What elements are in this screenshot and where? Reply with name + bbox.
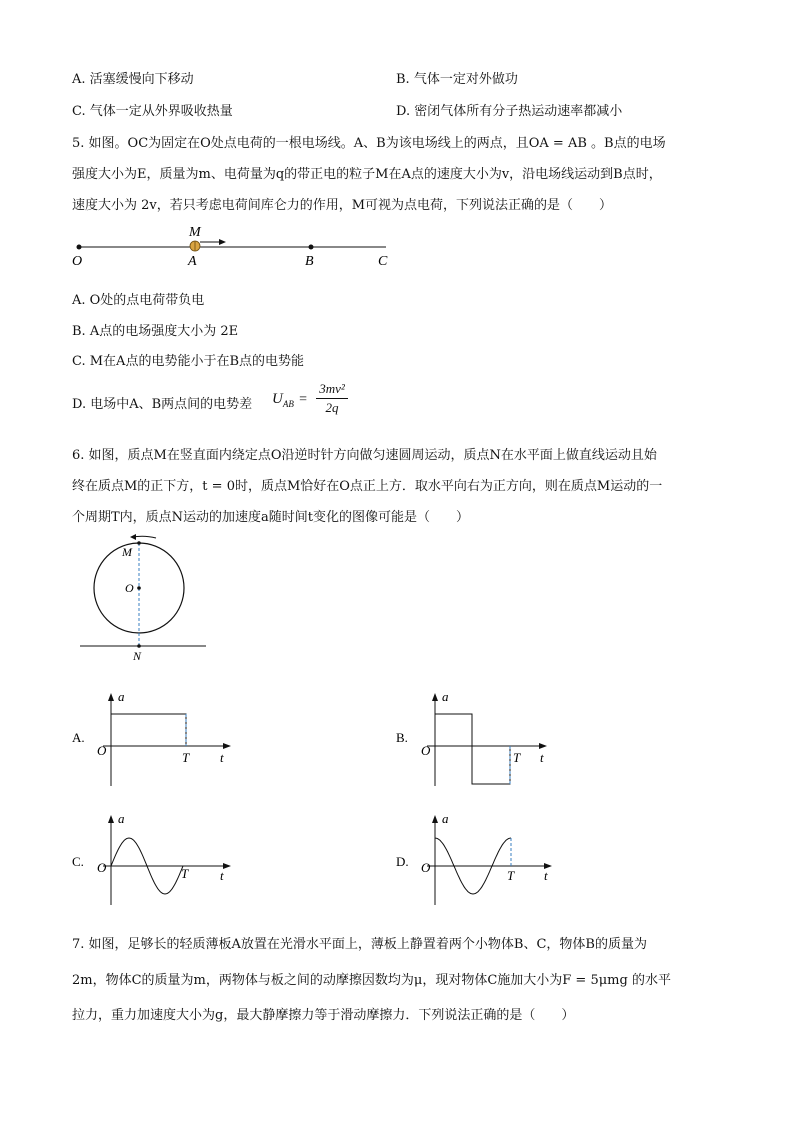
svg-text:T: T (513, 750, 521, 765)
q7-stem-line-3: 拉力，重力加速度大小为g，最大静摩擦力等于滑动摩擦力．下列说法正确的是（ ） (72, 1008, 575, 1023)
label-A: A (188, 254, 197, 269)
svg-text:O: O (97, 743, 107, 758)
formula-sub: AB (282, 399, 294, 409)
q4-option-b: B. 气体一定对外做功 (396, 72, 518, 87)
q5-option-d-text: D. 电场中A、B两点间的电势差 (72, 397, 253, 412)
svg-text:a: a (442, 811, 449, 826)
q6-stem-line-3: 个周期T内，质点N运动的加速度a随时间t变化的图像可能是（ ） (72, 510, 470, 525)
svg-text:O: O (421, 860, 431, 875)
graph-d-option: D. (396, 854, 409, 869)
q5-option-a: A. O处的点电荷带负电 (72, 293, 205, 308)
formula-denominator: 2q (325, 400, 339, 415)
q4-option-a: A. 活塞缓慢向下移动 (72, 72, 194, 87)
q6-stem-line-1: 6. 如图，质点M在竖直面内绕定点O沿逆时针方向做匀速圆周运动，质点N在水平面上做直线运动且始 (72, 448, 657, 463)
svg-text:T: T (507, 868, 515, 883)
q5-stem-line-1: 5. 如图。OC为固定在O处点电荷的一根电场线。A、B为该电场线上的两点，且OA = AB 。B点的电场 (72, 136, 666, 151)
svg-text:O: O (97, 860, 107, 875)
svg-text:t: t (220, 750, 224, 765)
label-N: N (133, 649, 142, 663)
svg-text:t: t (220, 868, 224, 883)
q4-option-c: C. 气体一定从外界吸收热量 (72, 104, 233, 119)
q5-stem-line-3: 速度大小为 2v，若只考虑电荷间库仑力的作用，M可视为点电荷，下列说法正确的是（ ） (72, 198, 613, 213)
graph-a-curve (111, 714, 186, 746)
svg-text:T: T (182, 750, 190, 765)
q7-stem-line-1: 7. 如图，足够长的轻质薄板A放置在光滑水平面上，薄板上静置着两个小物体B、C，物体B的质量为 (72, 937, 647, 952)
q5-option-c: C. M在A点的电势能小于在B点的电势能 (72, 354, 305, 369)
label-M: M (189, 225, 201, 240)
label-O: O (72, 254, 83, 269)
label-C: C (378, 254, 388, 269)
svg-text:t: t (544, 868, 548, 883)
graph-c-option: C. (72, 854, 84, 869)
q5-stem-line-2: 强度大小为E，质量为m、电荷量为q的带正电的粒子M在A点的速度大小为v，沿电场线运动到B点时， (72, 167, 662, 182)
svg-text:a: a (118, 689, 125, 704)
svg-text:a: a (442, 689, 449, 704)
graph-b-option: B. (396, 730, 408, 745)
svg-text:a: a (118, 811, 125, 826)
graph-a-option: A. (72, 730, 85, 745)
formula-eq: = (299, 392, 307, 407)
label-M: M (122, 545, 132, 559)
q7-stem-line-2: 2m，物体C的质量为m，两物体与板之间的动摩擦因数均为μ，现对物体C施加大小为F = 5μmg 的水平 (72, 973, 671, 988)
formula-u: U (272, 391, 283, 407)
svg-text:t: t (540, 750, 544, 765)
svg-text:O: O (421, 743, 431, 758)
q4-option-d: D. 密闭气体所有分子热运动速率都减小 (396, 104, 623, 119)
q6-stem-line-2: 终在质点M的正下方，t = 0时，质点M恰好在O点正上方．取水平向右为正方向，则在质点M运动的一 (72, 479, 663, 494)
formula-numerator: 3mv² (319, 381, 345, 396)
label-B: B (305, 254, 314, 269)
q5-option-b: B. A点的电场强度大小为 2E (72, 324, 239, 339)
graph-b-curve (435, 714, 510, 784)
svg-text:T: T (181, 866, 189, 881)
label-O: O (125, 581, 134, 595)
